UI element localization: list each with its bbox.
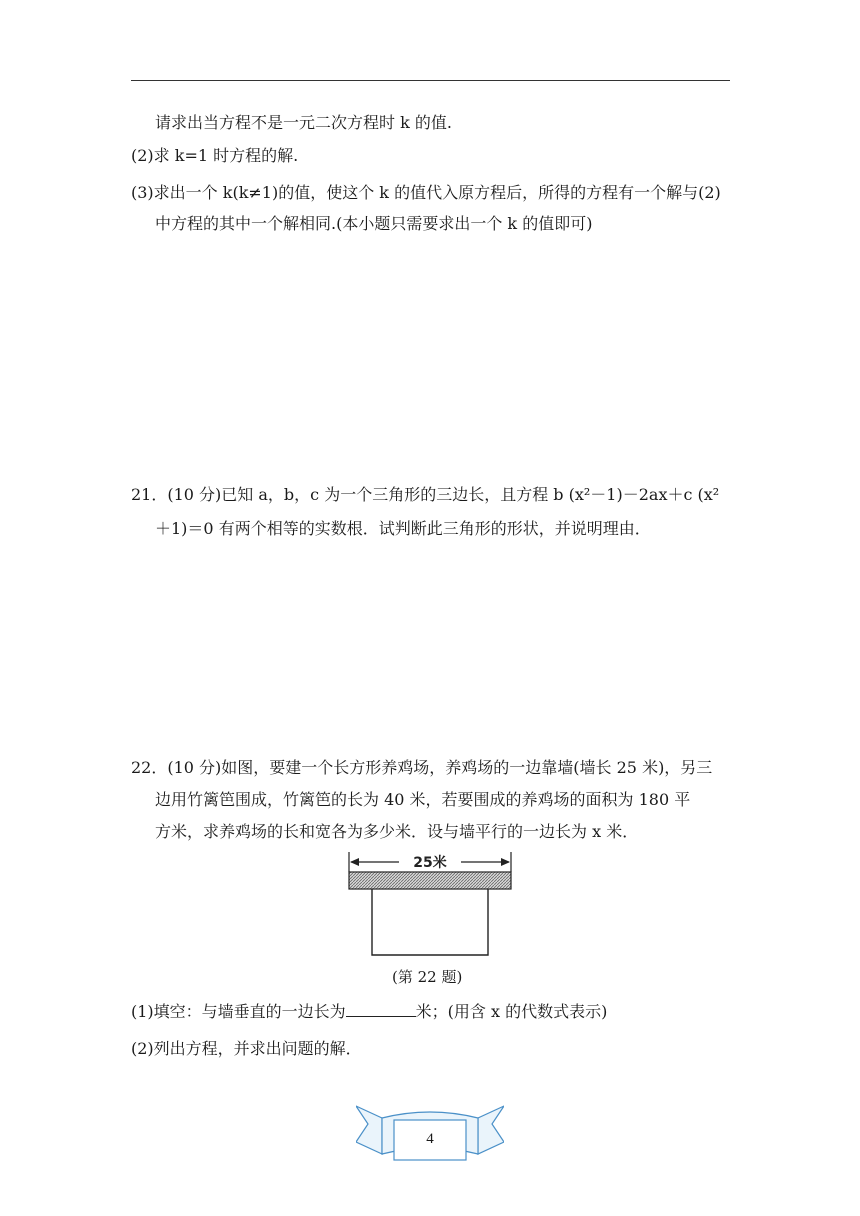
q22-line2: 边用竹篱笆围成，竹篱笆的长为 40 米，若要围成的养鸡场的面积为 180 平 (155, 790, 691, 809)
wall-rect (349, 872, 511, 889)
figure-caption: (第 22 题) (392, 968, 463, 986)
q20-part3-line2: 中方程的其中一个解相同.(本小题只需要求出一个 k 的值即可) (155, 214, 593, 233)
q21-line1: 21．(10 分)已知 a，b，c 为一个三角形的三边长，且方程 b (x²－1)－2ax＋c (x² (131, 485, 720, 504)
wall-length-label: 25米 (413, 855, 447, 871)
answer-blank[interactable] (346, 1002, 416, 1017)
q20-part3-line1: (3)求出一个 k(k≠1)的值，使这个 k 的值代入原方程后，所得的方程有一个解与(2) (131, 183, 721, 202)
q21-line2: ＋1)＝0 有两个相等的实数根．试判断此三角形的形状，并说明理由． (155, 519, 651, 538)
banner-left-tail (356, 1106, 382, 1154)
q22-part2: (2)列出方程，并求出问题的解． (131, 1039, 362, 1058)
arrow-left-icon (350, 858, 359, 866)
q22-part1-before: (1)填空：与墙垂直的一边长为 (131, 1002, 346, 1021)
q22-line3: 方米，求养鸡场的长和宽各为多少米．设与墙平行的一边长为 x 米． (155, 822, 639, 841)
q22-part1 (131, 1001, 607, 1023)
arrow-right-icon (501, 858, 510, 866)
page-number: 4 (426, 1131, 434, 1147)
q22-part1-after: 米；(用含 x 的代数式表示) (415, 1002, 608, 1021)
q22-line1: 22．(10 分)如图，要建一个长方形养鸡场，养鸡场的一边靠墙(墙长 25 米)，另三 (131, 758, 713, 777)
q20-part2: (2)求 k=1 时方程的解. (131, 146, 299, 165)
banner-right-tail (478, 1106, 504, 1154)
chicken-farm-figure (347, 852, 513, 962)
fence-rect (372, 889, 488, 955)
header-rule (131, 80, 730, 81)
q20-line1: 请求出当方程不是一元二次方程时 k 的值. (155, 113, 452, 132)
